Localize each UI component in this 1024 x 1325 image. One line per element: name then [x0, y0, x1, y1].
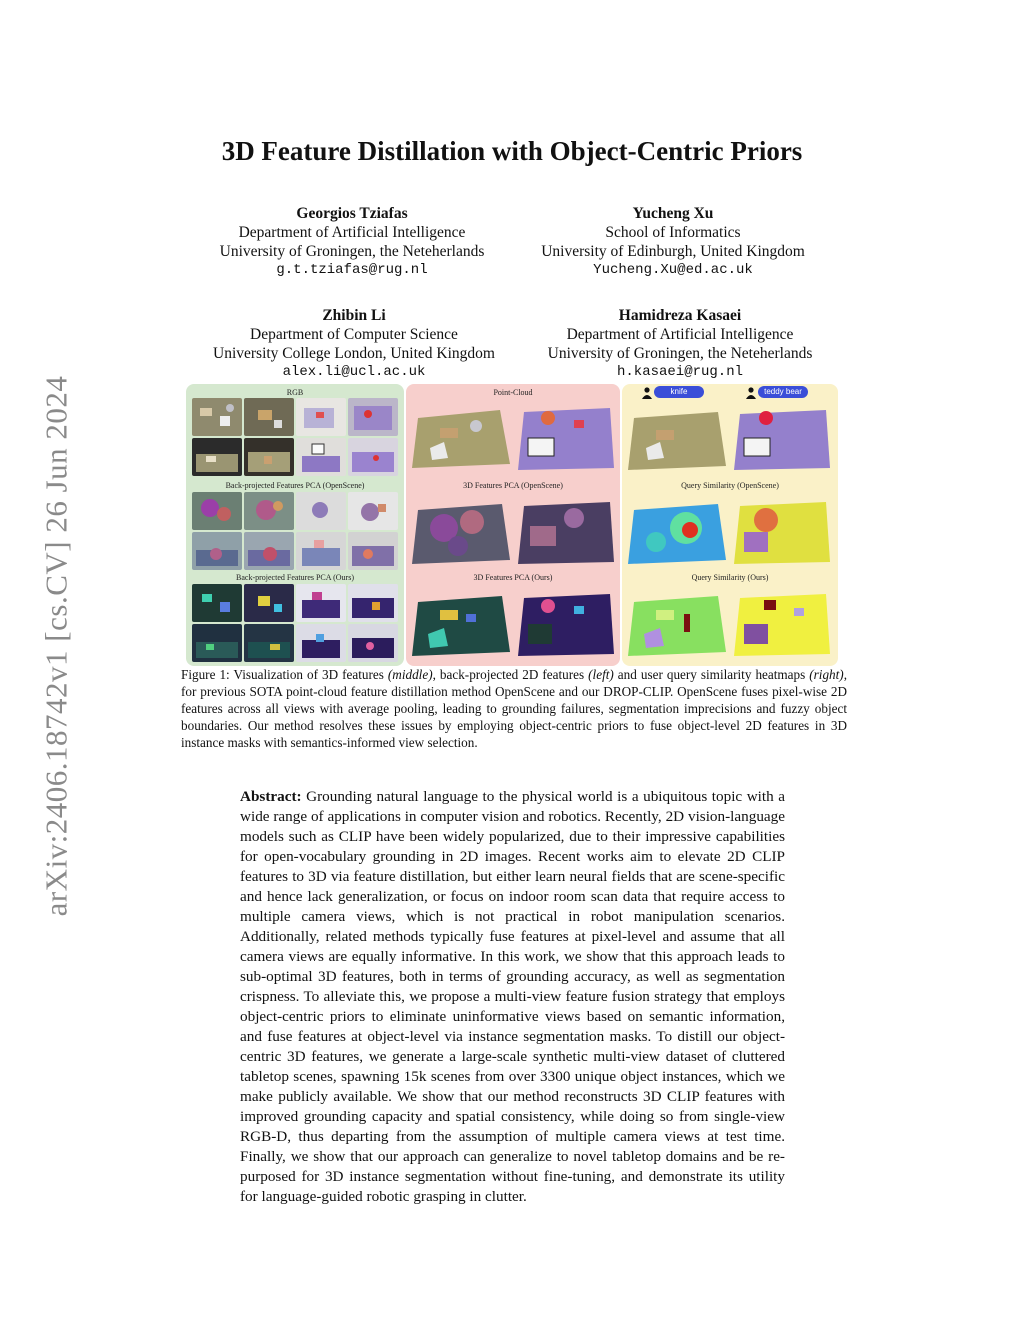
query-similarity-ours-view [626, 584, 728, 662]
author-block-1 [196, 204, 508, 280]
figure-label: Figure 1: [181, 667, 230, 682]
author-institution: University of Groningen, the Neteherlands [547, 345, 813, 362]
backprojected-openscene-thumbnail [296, 492, 346, 530]
backprojected-openscene-thumbnail [348, 532, 398, 570]
backprojected-ours-thumbnail [244, 584, 294, 622]
backprojected-ours-thumbnail [348, 584, 398, 622]
row-label-rgb: RGB [286, 388, 304, 397]
query-rgb-view [626, 400, 728, 476]
rgb-view-thumbnail [192, 398, 242, 436]
author-institution: University of Groningen, the Neteherlands [219, 243, 485, 260]
figure-caption: Figure 1: Visualization of 3D features (middle), back-projected 2D features (left) and user query similarity heatmaps (right), for previous SOTA point-cloud feature distillation method OpenScene and our DROP-CLIP. OpenScene fuses pixel-wise 2D features across all views with average pooling, leading to grounding failures, segmentation imprecisions and fuzzy object boundaries. Our method resolves these issues by employing object-centric priors to fuse object-level 2D features in 3D instance masks with semantics-informed view selection. [181, 667, 847, 750]
author-email[interactable]: g.t.tziafas@rug.nl [276, 262, 428, 278]
row-label-query-ours: Query Similarity (Ours) [691, 573, 769, 582]
figure-1 [186, 384, 838, 666]
abstract-label: Abstract: [240, 788, 302, 805]
rgb-view-thumbnail [348, 438, 398, 476]
author-block-3 [196, 306, 512, 382]
arxiv-identifier: arXiv:2406.18742v1 [cs.CV] 26 Jun 2024 [38, 375, 74, 917]
query-similarity-openscene-view [730, 492, 832, 570]
author-block-2 [522, 204, 824, 280]
backprojected-ours-thumbnail [348, 624, 398, 662]
abstract-text: Grounding natural language to the physical world is a ubiquitous topic with a wide range of applications in computer vision and robotics. Recently, 2D vision-language models such as CLIP have been widely popularized, due to their impressive capabilities for open-vocabulary grounding in 2D images. Recent works aim to elevate 2D CLIP features to 3D via feature distillation, but either learn neural fields that are scene-specific and hence lack generalization, or focus on indoor room scan data that require access to multiple camera views, which is not practical in robot manipulation scenarios. Additionally, related methods typically fuse features at pixel-level and assume that all camera views are equally informative. In this work, we show that this approach leads to sub-optimal 3D features, both in terms of grounding accuracy, as well as segmentation crispness. To alleviate this, we propose a multi-view feature fusion strategy that employs object-centric priors to eliminate uninformative views based on semantic information, and fuse features at object-level via instance segmentation masks. To distill our object-centric 3D features, we generate a large-scale synthetic multi-view dataset of cluttered tabletop scenes, spawning 15k scenes from over 3300 unique object instances, which we make publicly available. We show that our method reconstructs 3D CLIP features with improved grounding capacity and spatial consistency, while doing so from single-view RGB-D, thus departing from the assumption of multiple camera views at test time. Finally, we show that our approach can generalize to novel tabletop domains and be re-purposed for 3D instance segmentation without fine-tuning, and demonstrate its utility for language-guided robotic grasping in clutter. [240, 788, 785, 1205]
user-icon [746, 387, 756, 399]
author-department: Department of Computer Science [250, 326, 458, 343]
backprojected-openscene-thumbnail [244, 492, 294, 530]
rgb-view-thumbnail [296, 438, 346, 476]
row-label-point-cloud: Point-Cloud [493, 388, 533, 397]
3d-features-ours-view [410, 584, 512, 662]
backprojected-openscene-thumbnail [192, 492, 242, 530]
author-name: Yucheng Xu [632, 205, 714, 222]
paper-title: 3D Feature Distillation with Object-Centric Priors [221, 136, 803, 166]
author-email[interactable]: Yucheng.Xu@ed.ac.uk [593, 262, 753, 278]
rgb-view-thumbnail [296, 398, 346, 436]
backprojected-openscene-thumbnail [244, 532, 294, 570]
row-label-backprojected-ours: Back-projected Features PCA (Ours) [236, 573, 354, 582]
backprojected-ours-thumbnail [192, 624, 242, 662]
user-icon [642, 387, 652, 399]
3d-features-openscene-view [410, 492, 512, 570]
query-rgb-view [730, 400, 832, 476]
figure-panel-right [622, 384, 838, 666]
author-email[interactable]: h.kasaei@rug.nl [616, 364, 744, 380]
row-label-query-openscene: Query Similarity (OpenScene) [681, 481, 779, 490]
query-pill-teddy-bear: teddy bear [758, 386, 808, 398]
rgb-view-thumbnail [244, 398, 294, 436]
point-cloud-view [410, 398, 512, 476]
query-similarity-openscene-view [626, 492, 728, 570]
backprojected-ours-thumbnail [296, 624, 346, 662]
author-name: Hamidreza Kasaei [618, 307, 742, 324]
author-name: Zhibin Li [322, 307, 386, 324]
3d-features-ours-view [514, 584, 616, 662]
author-department: Department of Artificial Intelligence [238, 224, 466, 241]
figure-panel-middle [406, 384, 620, 666]
row-label-3d-openscene: 3D Features PCA (OpenScene) [463, 481, 563, 490]
backprojected-openscene-thumbnail [348, 492, 398, 530]
author-department: Department of Artificial Intelligence [566, 326, 794, 343]
rgb-view-thumbnail [244, 438, 294, 476]
query-similarity-ours-view [730, 584, 832, 662]
author-institution: University College London, United Kingdom [213, 345, 495, 362]
author-institution: University of Edinburgh, United Kingdom [541, 243, 805, 260]
backprojected-ours-thumbnail [192, 584, 242, 622]
author-department: School of Informatics [605, 224, 741, 241]
backprojected-ours-thumbnail [244, 624, 294, 662]
query-pill-knife: knife [654, 386, 704, 398]
abstract [240, 787, 785, 1207]
backprojected-openscene-thumbnail [296, 532, 346, 570]
backprojected-openscene-thumbnail [192, 532, 242, 570]
author-block-4 [522, 306, 838, 382]
point-cloud-view [514, 398, 616, 476]
row-label-backprojected-openscene: Back-projected Features PCA (OpenScene) [225, 481, 365, 490]
backprojected-ours-thumbnail [296, 584, 346, 622]
author-name: Georgios Tziafas [296, 205, 408, 222]
author-email[interactable]: alex.li@ucl.ac.uk [282, 364, 426, 380]
figure-panel-left [186, 384, 404, 666]
rgb-view-thumbnail [348, 398, 398, 436]
3d-features-openscene-view [514, 492, 616, 570]
rgb-view-thumbnail [192, 438, 242, 476]
row-label-3d-ours: 3D Features PCA (Ours) [473, 573, 553, 582]
